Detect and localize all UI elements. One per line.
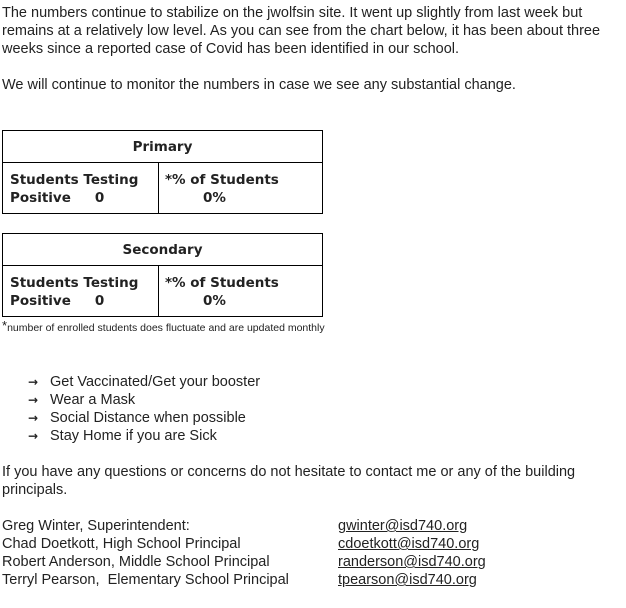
arrow-right-icon: →: [28, 429, 39, 443]
contact-name: Greg Winter, Superintendent:: [2, 518, 190, 534]
footnote: [2, 319, 325, 335]
footnote-asterisk: *: [2, 318, 8, 333]
list-item: [28, 391, 260, 409]
percent-cell: [159, 266, 323, 317]
contact-row: [2, 553, 486, 571]
tip-text: Wear a Mask: [50, 392, 136, 408]
percent-cell: [159, 163, 323, 214]
arrow-right-icon: →: [28, 375, 39, 389]
primary-status-table: [2, 130, 323, 214]
arrow-right-icon: →: [28, 411, 39, 425]
table-title: Primary: [3, 131, 323, 163]
positive-count: 0: [94, 190, 105, 206]
percent-label: *% of Students: [165, 275, 279, 291]
positive-label-line1: Students Testing: [10, 172, 139, 188]
positive-label-line2: Positive: [10, 190, 71, 206]
monitor-paragraph: We will continue to monitor the numbers in case we see any substantial change.: [2, 77, 516, 93]
percent-value: 0%: [203, 190, 226, 206]
list-item: [28, 409, 260, 427]
list-item: [28, 373, 260, 391]
percent-value: 0%: [203, 293, 226, 309]
tip-text: Get Vaccinated/Get your booster: [50, 374, 261, 390]
secondary-status-table: [2, 233, 323, 317]
intro-paragraph: The numbers continue to stabilize on the jwolfsin site. It went up slightly from last week but remains at a relatively low level. As you can see from the chart below, it has been about three weeks since a reported case of Covid has been identified in our school.: [2, 5, 601, 57]
contact-name: Chad Doetkott, High School Principal: [2, 536, 241, 552]
positive-label-line1: Students Testing: [10, 275, 139, 291]
tip-text: Stay Home if you are Sick: [50, 428, 217, 444]
email-link[interactable]: cdoetkott@isd740.org: [338, 536, 480, 552]
table-title: Secondary: [3, 234, 323, 266]
positive-cell: [3, 266, 159, 317]
positive-label-line2: Positive: [10, 293, 71, 309]
positive-count: 0: [94, 293, 105, 309]
positive-cell: [3, 163, 159, 214]
email-link[interactable]: tpearson@isd740.org: [338, 572, 477, 588]
arrow-right-icon: →: [28, 393, 39, 407]
percent-label: *% of Students: [165, 172, 279, 188]
list-item: [28, 427, 260, 445]
contact-name: Terryl Pearson, Elementary School Principal: [2, 572, 289, 588]
contact-name: Robert Anderson, Middle School Principal: [2, 554, 270, 570]
contact-row: [2, 535, 486, 553]
contact-paragraph: If you have any questions or concerns do not hesitate to contact me or any of the building principals.: [2, 464, 576, 498]
contacts-list: [2, 517, 486, 589]
email-link[interactable]: gwinter@isd740.org: [338, 518, 468, 534]
contact-row: [2, 517, 486, 535]
safety-tips-list: [28, 373, 260, 445]
contact-row: [2, 571, 486, 589]
footnote-text: number of enrolled students does fluctuate and are updated monthly: [7, 322, 325, 334]
tip-text: Social Distance when possible: [50, 410, 246, 426]
email-link[interactable]: randerson@isd740.org: [338, 554, 486, 570]
